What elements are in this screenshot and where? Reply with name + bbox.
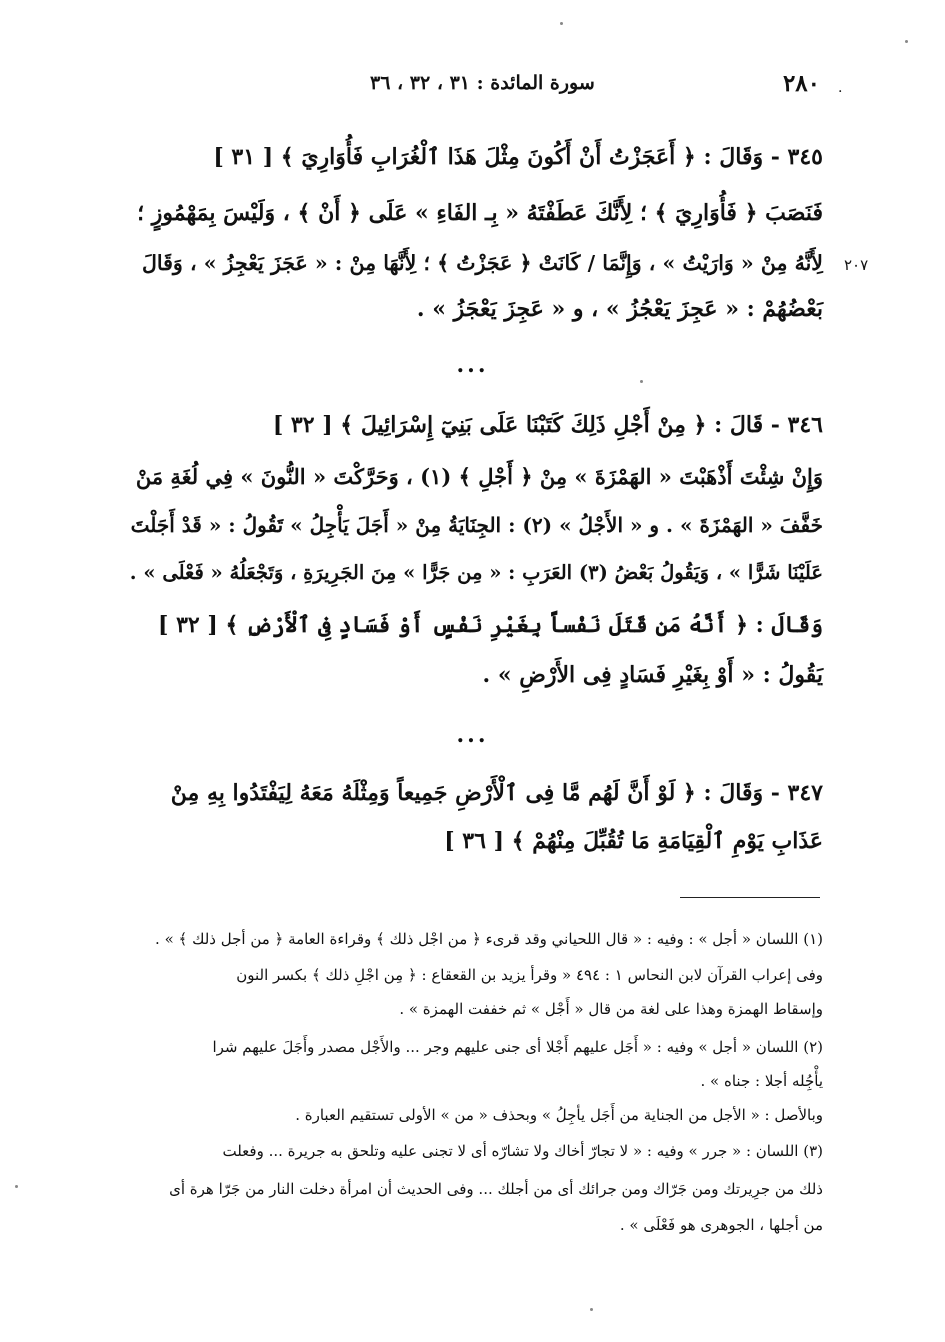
footnote-line: وفى إعراب القرآن لابن النحاس ١ : ٤٩٤ « وقرأ يزيد بن القعقاع : ﴿ مِن اجْلِ ذلك ﴾ بكسر النون bbox=[236, 966, 823, 984]
page-header bbox=[130, 70, 820, 106]
entry-346-heading: ٣٤٦ - قَالَ : ﴿ مِنْ أَجْلِ ذَلِكَ كَتَبْنَا عَلَى بَنِيٓ إِسْرَائِيلَ ﴾ [ ٣٢ ] bbox=[272, 412, 823, 438]
body-line: عَلَيْنَا شَرًّا » ، وَيَقُولُ بَعْضُ (٣) العَرَبِ : « مِن جَرًّا » مِنَ الجَرِيرَةِ ، وَتَجْعَلُهُ « فَعْلَى » . bbox=[129, 561, 823, 584]
scan-speck bbox=[15, 1185, 18, 1188]
scan-speck bbox=[640, 380, 643, 383]
footnote-line: (٢) اللسان « أجل » وفيه : « أَجَل عليهم أَجْلا أى جنى عليهم وجر ... والأَجْل مصدر وأَجَلَ عليهم شرا bbox=[212, 1038, 823, 1056]
body-line: بَعْضُهُمْ : « عَجِزَ يَعْجُزُ » ، و « عَجِزَ يَعْجَزُ » . bbox=[416, 296, 823, 322]
body-line: وَإِنْ شِئْتَ أَذْهَبْتَ « الهَمْزَةَ » مِنْ ﴿ أَجْلِ ﴾ (١) ، وَحَرَّكْتَ « النُّونَ » فِي لُغَةِ مَنْ bbox=[135, 464, 823, 489]
body-line: يَقُولُ : « أَوْ بِغَيْرِ فَسَادٍ فِى الأَرْضِ » . bbox=[482, 662, 823, 688]
body-line: خَفَّفَ « الهَمْزَةَ » . و « الأَجْلُ » (٢) : الجِنَايَةُ مِنْ « أَجَلَ يَأْجِلُ » تَقُولُ : « قَدْ أَجَلْتَ bbox=[130, 513, 823, 537]
section-separator: ... bbox=[456, 352, 489, 378]
body-line: فَنَصَبَ ﴿ فَأُوَارِيَ ﴾ ؛ لِأَنَّكَ عَطَفْتَهُ « بِـ الفَاءِ » عَلَى ﴿ أَنْ ﴾ ، وَلَيْسَ بِمَهْمُوزٍ ؛ bbox=[137, 200, 823, 226]
scan-speck bbox=[905, 40, 908, 43]
footnote-line: وإسقاط الهمزة وهذا على لغة من قال « أَجْل » ثم خففت الهمزة » . bbox=[399, 1000, 823, 1018]
footnote-line: يأْجُِله أجلا : جناه » . bbox=[700, 1072, 823, 1090]
surah-reference: سورة المائدة : ٣١ ، ٣٢ ، ٣٦ bbox=[370, 72, 595, 94]
footnote-line: ذلك من جرِيرتك ومن جَرّاك ومن جرائك أى من أجلك ... وفى الحديث أن امرأة دخلت النار من جَرّا هرة أى bbox=[169, 1180, 823, 1198]
entry-347-heading: ٣٤٧ - وَقَالَ : ﴿ لَوْ أَنَّ لَهُم مَّا فِى ٱلْأَرْضِ جَمِيعاً وَمِثْلَهُ مَعَهُ لِيَفْتَدُوا بِهِ مِنْ bbox=[170, 780, 823, 806]
footnote-line: (١) اللسان « أجل » : وفيه : « قال اللحياني وقد قرىء ﴿ من اجْل ذلك ﴾ وقراءة العامة ﴿ من أجل ذلك ﴾ » . bbox=[155, 930, 823, 948]
margin-page-reference: ٢٠٧ bbox=[844, 256, 869, 274]
footnote-divider bbox=[680, 897, 820, 898]
page-number: ٢٨٠ bbox=[782, 70, 820, 97]
body-line: وَقَالَ : ﴿ أَنَّهُ مَن قَتَلَ نَفْساً بِغَيْرِ نَفْسٍ أَوْ فَسَادٍ فِى ٱلْأَرْضِ ﴾ [ ٣٢ ] bbox=[158, 612, 823, 638]
header-dot: . bbox=[838, 80, 843, 96]
scan-speck bbox=[590, 1308, 593, 1311]
entry-345-heading: ٣٤٥ - وَقَالَ : ﴿ أَعَجَزْتُ أَنْ أَكُونَ مِثْلَ هَذَا ٱلْغُرَابِ فَأُوَارِيَ ﴾ [ ٣١ ] bbox=[213, 144, 823, 170]
body-line: لِأَنَّهُ مِنْ « وَارَيْتُ » ، وَإِنَّمَا / كَانَتْ ﴿ عَجَزْتُ ﴾ ؛ لِأَنَّهَا مِنْ : « عَجَزَ يَعْجِزُ » ، وَقَالَ bbox=[141, 251, 823, 275]
body-line: عَذَابِ يَوْمِ ٱلْقِيَامَةِ مَا تُقُبِّلَ مِنْهُمْ ﴾ [ ٣٦ ] bbox=[444, 828, 823, 854]
footnote-line: وبالأصل : « الأجل من الجناية من أَجَل يأجِلُ » وبحذف « من » الأولى تستقيم العبارة . bbox=[295, 1106, 823, 1124]
footnote-line: (٣) اللسان : « جرر » وفيه : « لا تجارّ أخاك ولا تشارّه أى لا تجنى عليه وتلحق به جريرة ... وفعلت bbox=[222, 1142, 823, 1160]
footnote-line: من أجلها ، الجوهرى هو فَعْلَى » . bbox=[619, 1216, 823, 1234]
section-separator: ... bbox=[456, 722, 489, 748]
scan-speck bbox=[560, 22, 563, 25]
